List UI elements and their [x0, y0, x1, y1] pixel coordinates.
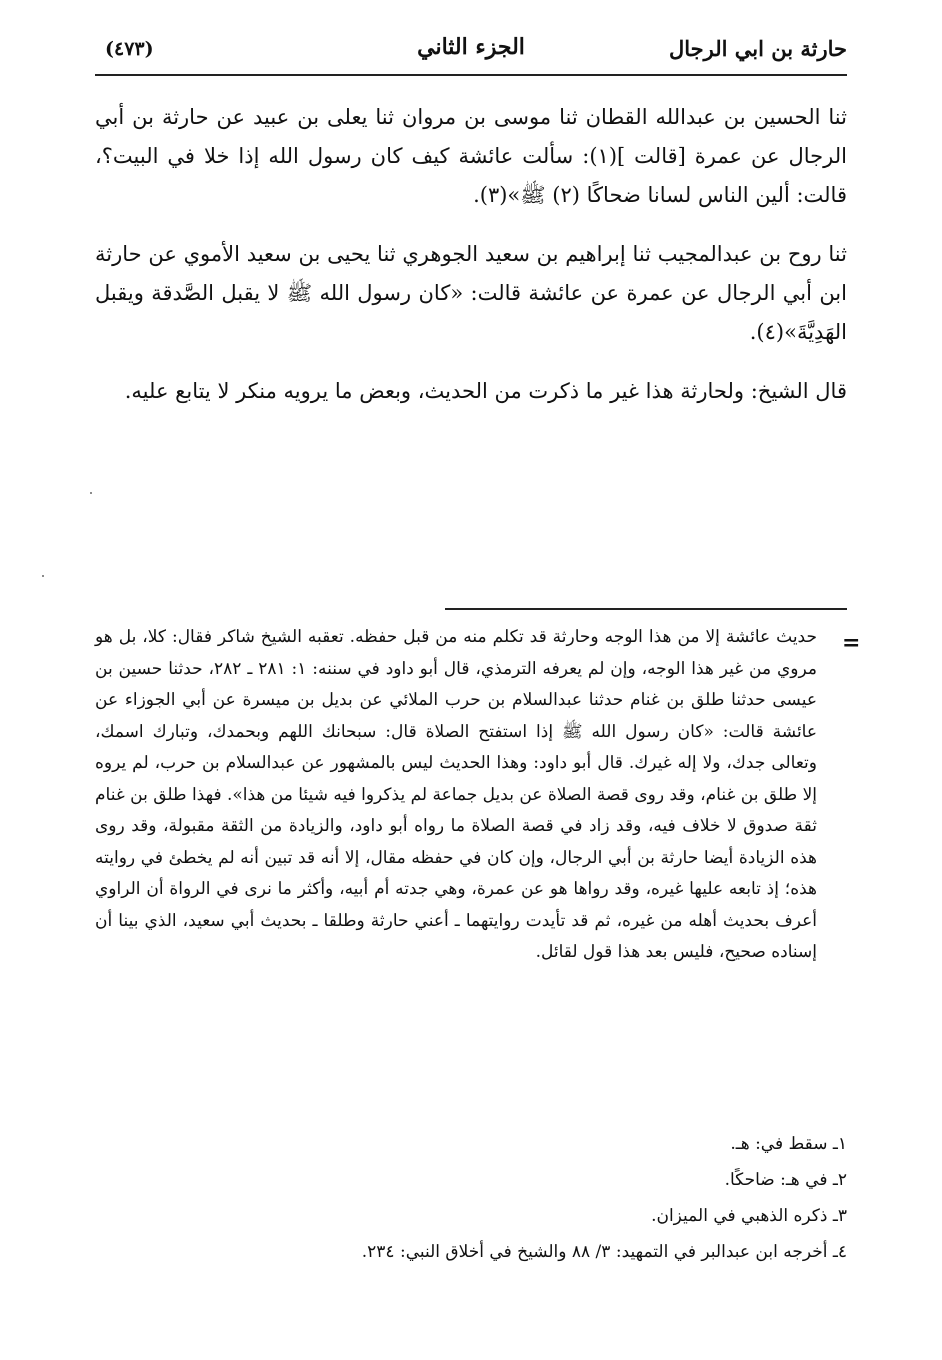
- footnote-item: ٢ـ في هـ: ضاحكًا.: [724, 1170, 847, 1190]
- footnote-item: ٣ـ ذكره الذهبي في الميزان.: [651, 1206, 847, 1226]
- footnote-list: [95, 1126, 847, 1270]
- footnote-continuation-mark: =: [842, 630, 861, 656]
- footnote-item: ٤ـ أخرجه ابن عبدالبر في التمهيد: ٣/ ٨٨ والشيخ في أخلاق النبي: ٢٣٤.: [361, 1242, 847, 1262]
- running-title: حارثة بن ابي الرجال: [668, 36, 847, 61]
- paragraph: ثنا روح بن عبدالمجيب ثنا إبراهيم بن سعيد الجوهري ثنا يحيى بن سعيد الأموي عن حارثة ابن أبي الرجال عن عمرة عن عائشة قالت: «كان رسول الله ﷺ لا يقبل الصَّدقة ويقبل الهَدِيَّةَ»(٤).: [95, 242, 847, 344]
- scan-speck: [42, 575, 44, 577]
- paragraph: قال الشيخ: ولحارثة هذا غير ما ذكرت من الحديث، وبعض ما يرويه منكر لا يتابع عليه.: [124, 379, 847, 403]
- main-text: [95, 98, 847, 431]
- footnote-text: حديث عائشة إلا من هذا الوجه وحارثة قد تكلم منه من قبل حفظه. تعقبه الشيخ شاكر فقال: كلا، بل هو مروي من غير هذا الوجه، وإن لم يعرفه الترمذي، قال أبو داود في سننه: ١: ٢٨١ ـ ٢٨٢، حدثنا حسين بن عيسى حدثنا طلق بن غنام حدثنا عبدالسلام بن حرب الملائي عن بديل بن ميسرة عن أبي الجوزاء عن عائشة قالت: «كان رسول الله ﷺ إذا استفتح الصلاة قال: سبحانك اللهم وبحمدك، وتبارك اسمك، وتعالى جدك، ولا إله غيرك. قال أبو داود: وهذا الحديث ليس بالمشهور عن عبدالسلام بن حرب، لم يروه إلا طلق بن غنام، وقد روى قصة الصلاة عن بديل جماعة لم يذكروا فيه شيئا من هذا». فهذا طلق بن غنام ثقة صدوق لا خلاف فيه، وقد زاد في قصة الصلاة ما رواه أبو داود، والزيادة من الثقة مقبولة، وقد روى هذه الزيادة أيضا حارثة بن أبي الرجال، وإن كان في حفظه مقال، إلا أنه قد تبين أنه لم يخطئ في روايته هذه؛ إذ تابعه عليها غيره، وقد رواها هو عن عمرة، وهي جدته أم أبيه، وأكثر ما نرى في الرواة أن الراوي أعرف بحديث أهله من غيره، ثم قد تأيدت روايتهما ـ أعني حارثة وطلقا ـ بحديث أبي سعيد، الذي بينا أن إسناده صحيح، فليس بعد هذا قول لقائل.: [95, 627, 817, 962]
- page-number: (٤٧٣): [105, 38, 154, 60]
- volume-title: الجزء الثاني: [417, 34, 525, 60]
- footnote-continued: [95, 622, 817, 969]
- footnote-divider: [445, 608, 847, 610]
- footnote-item: ١ـ سقط في: هـ.: [730, 1134, 847, 1154]
- page-header: [95, 30, 847, 76]
- paragraph: ثنا الحسين بن عبدالله القطان ثنا موسى بن مروان ثنا يعلى بن عبيد عن حارثة بن أبي الرجال عن عمرة [قالت ](١): سألت عائشة كيف كان رسول الله إذا خلا في البيت؟، قالت: ألين الناس لسانا ضحاكًا (٢) ﷺ»(٣).: [95, 105, 847, 207]
- scan-speck: [90, 492, 92, 494]
